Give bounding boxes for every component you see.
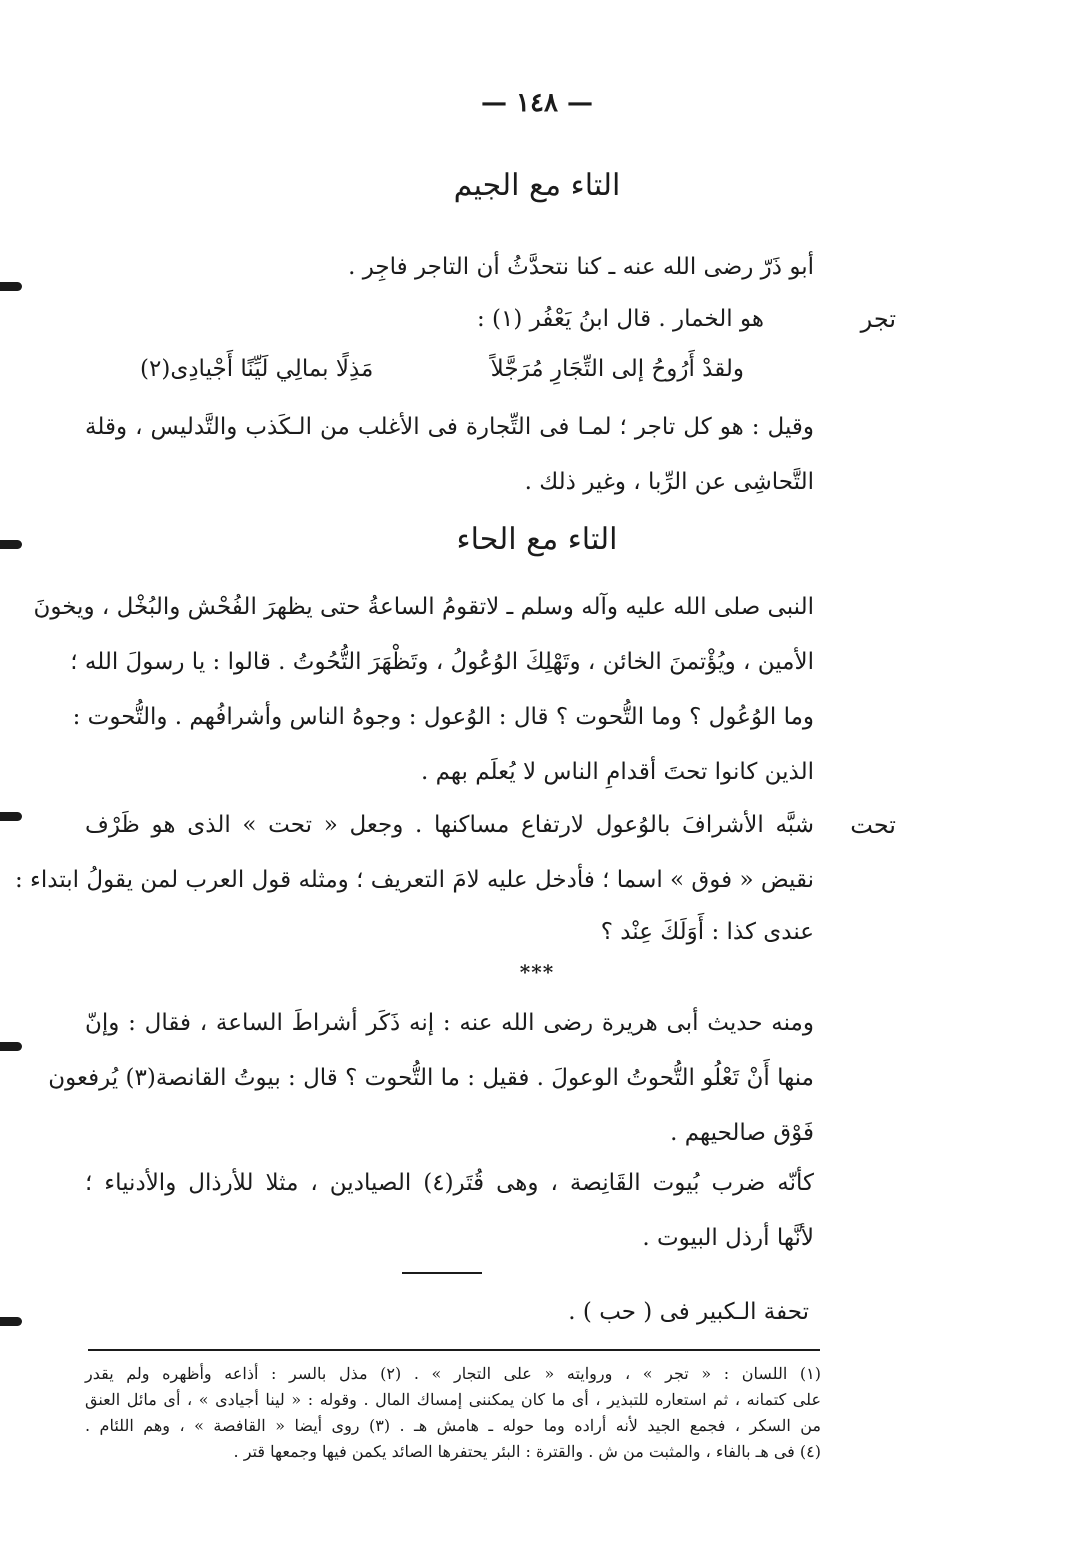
edge-mark [0,1317,22,1326]
section-divider-stars: *** [519,960,555,984]
text-line: أبو ذَرّ رضى الله عنه ـ كنا نتحدَّثُ أن التاجر فاجِر . [348,254,814,280]
text-line: النبى صلى الله عليه وآله وسلم ـ لاتقومُ الساعةُ حتى يظهرَ الفُحْش والبُخْل ، ويخونَ [33,594,814,620]
text-line: شبَّه الأشرافَ بالوُعول لارتفاع مساكنها . وجعل « تحت » الذى هو ظَرْف [85,812,814,838]
text-line: هو الخمار . قال ابنُ يَعْفُر (١) : [476,306,764,332]
edge-mark [0,1042,22,1051]
text-line: وما الوُعُول ؟ وما التُّحوت ؟ قال : الوُعول : وجوهُ الناس وأشرافُهم . والتُّحوت : [72,704,814,730]
text-line: لأنَّها أرذل البيوت . [642,1225,814,1251]
section-heading-taa-jeem: التاء مع الجيم [453,168,621,203]
footnote-line: (٤) فى هـ بالفاء ، والمثبت من ش . والقترة : البئر يحتفرها الصائد يكمن فيها وجمعها قتر . [233,1442,821,1461]
edge-mark [0,282,22,291]
text-line: نقيض « فوق » اسما ؛ فأدخل عليه لامَ التعريف ؛ ومثله قول العرب لمن يقولُ ابتداء : [14,867,814,893]
footnote-separator [88,1349,820,1351]
text-line: التَّحاشِى عن الرِّبا ، وغير ذلك . [524,469,814,495]
text-line: الذين كانوا تحتَ أقدامِ الناس لا يُعلَم بهم . [421,759,814,785]
text-line: كأنّه ضرب بُيوت القَانِصة ، وهى قُتَر(٤) الصيادين ، مثلا للأرذال والأدنياء ؛ [85,1170,814,1196]
text-line: منها أَنْ تَعْلُو التُّحوتُ الوعولَ . فقيل : ما التُّحوت ؟ قال : بيوتُ القانصة(٣) يُرفعون [48,1065,814,1091]
cross-reference: تحفة الـكبير فى ( حب ) . [568,1299,809,1325]
page-number: — ١٤٨ — [480,88,594,118]
text-line: فَوْق صالحيهم . [670,1120,814,1146]
text-line: ومنه حديث أبى هريرة رضى الله عنه : إنه ذَكَر أشراطَ الساعة ، فقال : وإنّ [85,1010,814,1036]
text-line: وقيل : هو كل تاجر ؛ لمـا فى التِّجارة فى الأغلب من الـكَذب والتَّدليس ، وقلة [85,414,814,440]
verse-second-hemistich: مَذِلًا بمالِي لَيِّنًا أَجْيادِى(٢) [140,356,374,382]
text-line: عندى كذا : أَوَلَكَ عِنْد ؟ [600,919,814,945]
margin-keyword-tajr: تجر [860,305,896,333]
edge-mark [0,812,22,821]
footnote-line: من السكر ، فجمع الجيد لأنه أراده وما حوله ـ هامش هـ . (٣) روى أيضا « القافصة » ، وهم اللئام . [85,1416,821,1435]
margin-keyword-taht: تحت [850,811,896,839]
footnote-line: (١) اللسان : « تجر » ، وروايته « على التجار » . (٢) مذل بالسر : أذاعه وأظهره ولم يقدر [85,1364,822,1383]
poetry-verse [140,352,744,386]
footnote-line: على كتمانه ، ثم استعاره للتبذير ، أى ما كان يمكننى إمساك المال . وقوله : « لينا أجيادى » ، أى مائل العنق [85,1390,821,1409]
short-divider [402,1272,482,1274]
text-line: الأمين ، ويُؤْتمنَ الخائن ، وتَهْلِكَ الوُعُولُ ، وتَظْهَرَ التُّحُوتُ . قالوا : يا رسولَ الله ؛ [70,649,814,675]
verse-first-hemistich: ولقدْ أَرُوحُ إلى التِّجَارِ مُرَجَّلاً [490,356,744,382]
section-heading-taa-haa: التاء مع الحاء [456,522,618,557]
